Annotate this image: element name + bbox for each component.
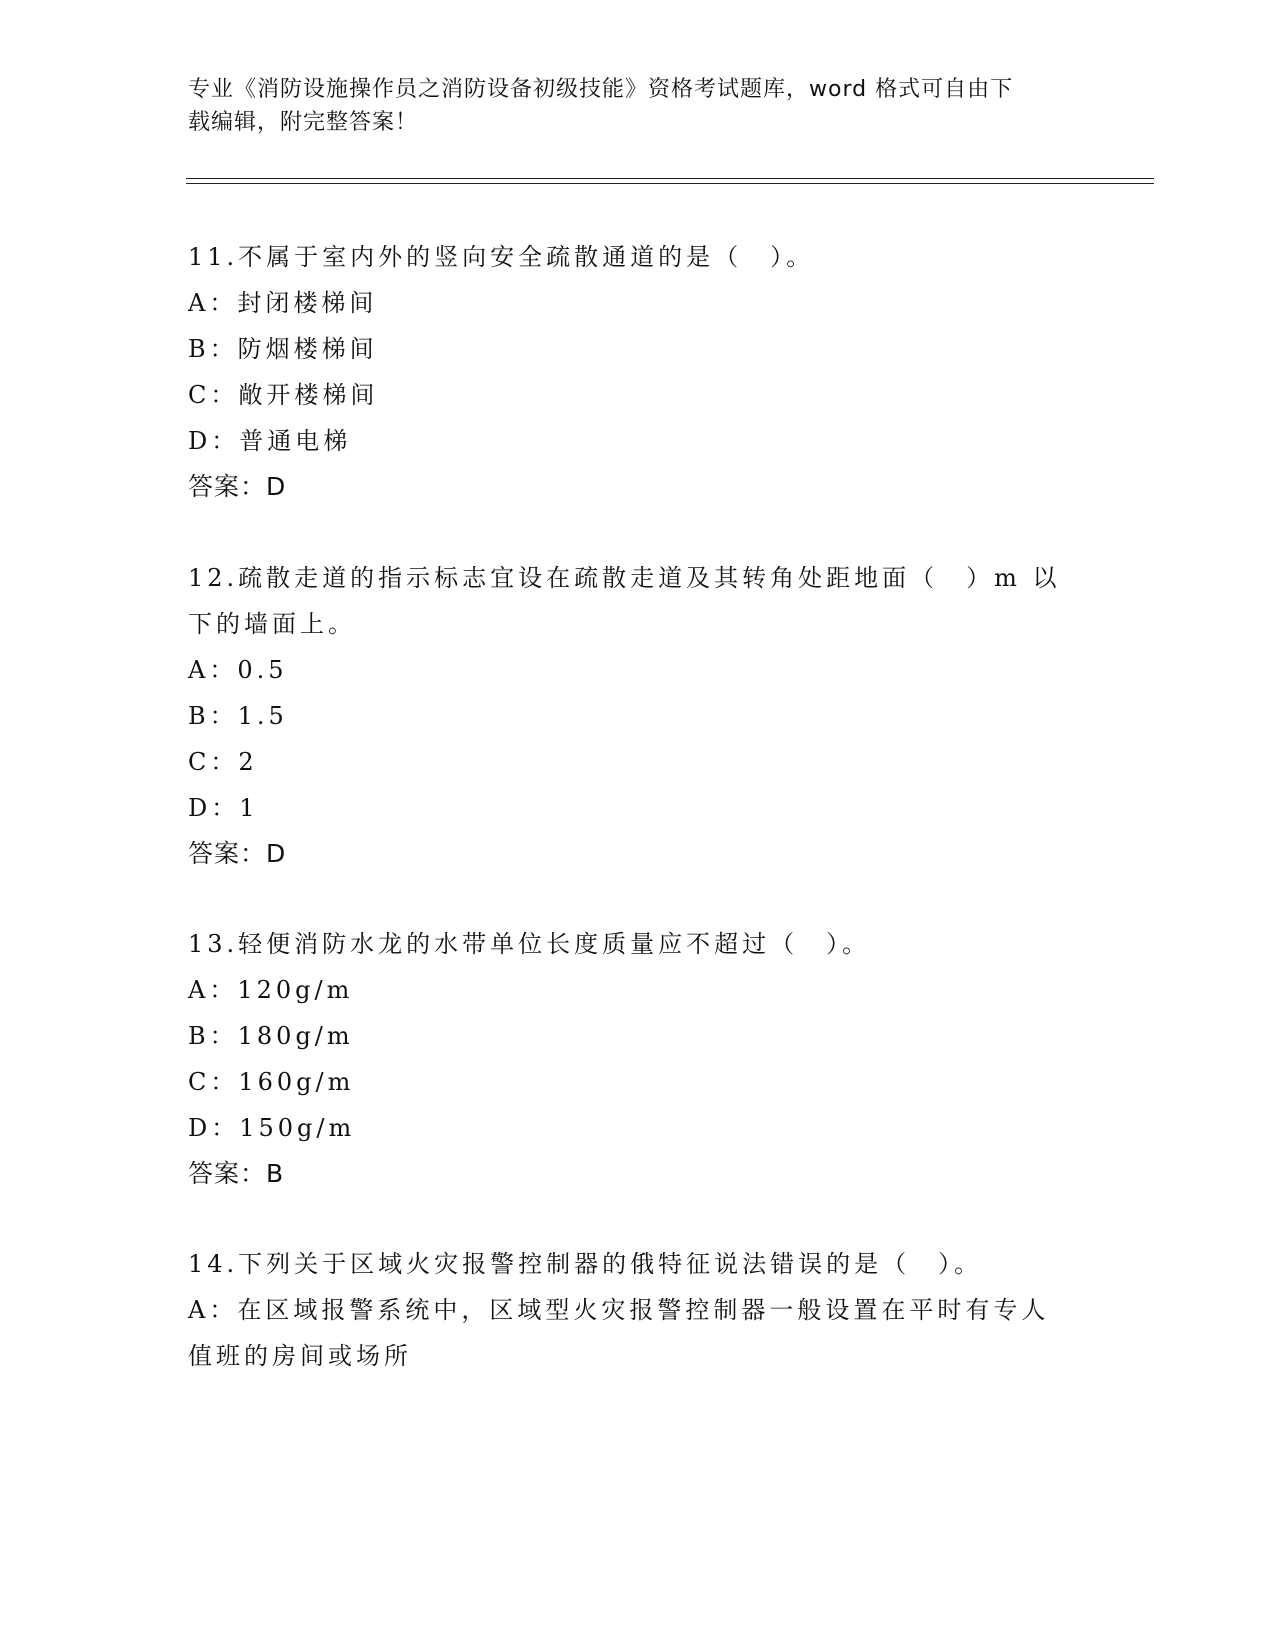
- question-12: [188, 555, 1088, 877]
- question-11: [188, 234, 1088, 510]
- option-c: C：敞开楼梯间: [188, 381, 379, 409]
- option-d: D：普通电梯: [188, 427, 352, 455]
- question-stem: 14.下列关于区域火灾报警控制器的俄特征说法错误的是（ ）。: [188, 1250, 983, 1278]
- option-a: A：封闭楼梯间: [188, 289, 378, 317]
- option-a-continued: 值班的房间或场所: [188, 1342, 412, 1370]
- question-stem: 12.疏散走道的指示标志宜设在疏散走道及其转角处距地面（ ）m 以: [188, 564, 1061, 592]
- header-divider-bottom: [186, 183, 1154, 184]
- question-13: [188, 921, 1088, 1197]
- option-a: A：120g/m: [188, 976, 354, 1004]
- option-a: A：0.5: [188, 656, 288, 684]
- option-b: B：180g/m: [188, 1022, 354, 1050]
- option-b: B：1.5: [188, 702, 288, 730]
- question-stem-continued: 下的墙面上。: [188, 610, 356, 638]
- document-header: [188, 73, 1088, 139]
- answer-label: 答案：D: [188, 839, 287, 868]
- header-line-2: 载编辑，附完整答案！: [188, 110, 419, 135]
- answer-label: 答案：B: [188, 1159, 285, 1188]
- option-b: B：防烟楼梯间: [188, 335, 378, 363]
- answer-label: 答案：D: [188, 472, 287, 501]
- question-14: [188, 1241, 1088, 1379]
- header-line-1: 专业《消防设施操作员之消防设备初级技能》资格考试题库，word 格式可自由下: [188, 77, 1014, 102]
- header-divider-top: [186, 178, 1154, 179]
- option-d: D：1: [188, 794, 259, 822]
- option-d: D：150g/m: [188, 1114, 356, 1142]
- option-c: C：160g/m: [188, 1068, 355, 1096]
- question-stem: 13.轻便消防水龙的水带单位长度质量应不超过（ ）。: [188, 930, 871, 958]
- option-a: A：在区域报警系统中，区域型火灾报警控制器一般设置在平时有专人: [188, 1296, 1050, 1324]
- option-c: C：2: [188, 748, 258, 776]
- question-stem: 11.不属于室内外的竖向安全疏散通道的是（ ）。: [188, 243, 815, 271]
